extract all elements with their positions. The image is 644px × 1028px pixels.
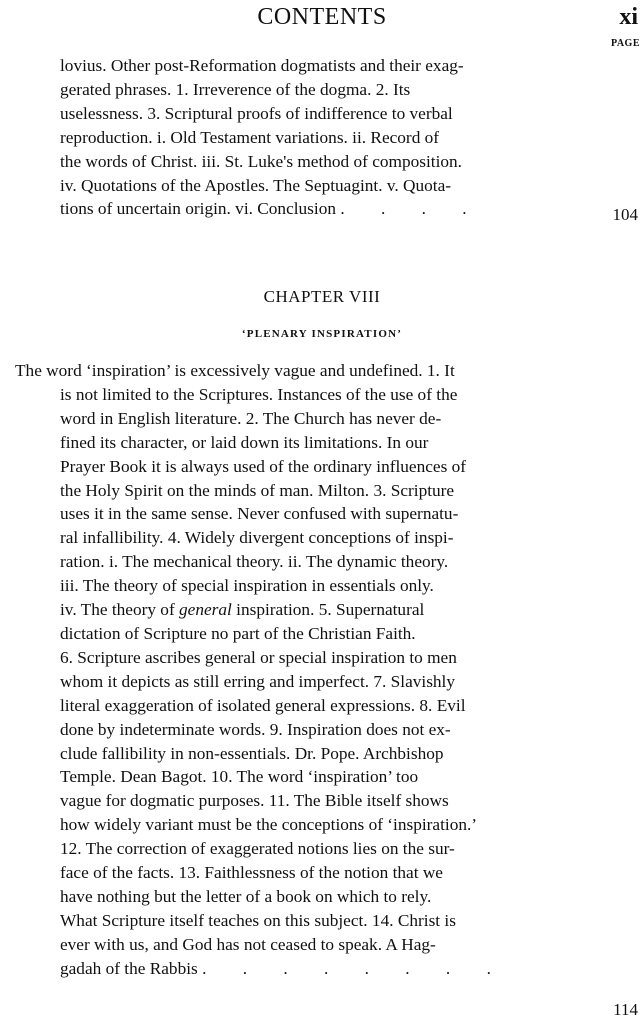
entry-line: uselessness. 3. Scriptural proofs of indifference to verbal [60,103,453,123]
entry-line: Prayer Book it is always used of the ordinary influences of [60,456,467,476]
entry-line: how widely variant must be the conceptions of ‘inspiration.’ [60,815,478,835]
contents-entry-chapter-8 [15,359,596,981]
entry-line: Temple. Dean Bagot. 10. The word ‘inspiration’ too [60,767,419,787]
entry-last-line-text: tions of uncertain origin. vi. Conclusion [60,199,336,219]
entry-page-reference: 114 [613,1000,638,1019]
italic-word: general [179,600,232,620]
contents-entry-chapter-7-continued [60,54,596,221]
entry-last-line [60,957,596,981]
entry-line: done by indeterminate words. 9. Inspiration does not ex- [60,719,451,739]
chapter-heading: CHAPTER VIII [263,287,381,306]
entry-line: uses it in the same sense. Never confused with supernatu- [60,504,459,524]
dot-leader: . . . . [340,199,483,219]
entry-line: ral infallibility. 4. Widely divergent conceptions of inspi- [60,528,454,548]
entry-last-line-text: gadah of the Rabbis [60,958,198,978]
entry-line: face of the facts. 13. Faithlessness of the notion that we [60,863,443,883]
entry-line: vague for dogmatic purposes. 11. The Bible itself shows [60,791,449,811]
entry-line: iii. The theory of special inspiration in essentials only. [60,576,434,596]
entry-line: have nothing but the letter of a book on which to rely. [60,886,432,906]
entry-line: iv. Quotations of the Apostles. The Septuagint. v. Quota- [60,175,452,195]
entry-line: dictation of Scripture no part of the Christian Faith. [60,623,416,643]
entry-line: fined its character, or laid down its limitations. In our [60,432,429,452]
page-column-label: PAGE [610,38,640,49]
entry-line: 12. The correction of exaggerated notions lies on the sur- [60,839,455,859]
entry-last-line [60,197,596,221]
entry-page-reference: 104 [612,205,638,224]
entry-line: ration. i. The mechanical theory. ii. The dynamic theory. [60,552,449,572]
entry-line: clude fallibility in non-essentials. Dr. Pope. Archbishop [60,743,444,763]
entry-line: the words of Christ. iii. St. Luke's method of composition. [60,151,462,171]
entry-line: 6. Scripture ascribes general or special inspiration to men [60,647,457,667]
dot-leader: . . . . . . . . [202,958,507,978]
entry-line-with-italic [60,598,596,622]
entry-line: gerated phrases. 1. Irreverence of the dogma. 2. Its [60,79,411,99]
running-header-title: CONTENTS [257,4,387,30]
page-number: xi [619,4,638,30]
entry-line: reproduction. i. Old Testament variations. ii. Record of [60,127,440,147]
entry-line-text: iv. The theory of [60,600,175,620]
entry-line-text: inspiration. 5. Supernatural [236,600,425,620]
entry-line: lovius. Other post-Reformation dogmatists and their exag- [60,56,464,75]
entry-line: ever with us, and God has not ceased to speak. A Hag- [60,934,436,954]
entry-line: is not limited to the Scriptures. Instances of the use of the [60,384,458,404]
entry-line: The word ‘inspiration’ is excessively vague and undefined. 1. It [15,361,455,380]
entry-line: the Holy Spirit on the minds of man. Milton. 3. Scripture [60,480,455,500]
entry-line: word in English literature. 2. The Church has never de- [60,408,442,428]
entry-line: What Scripture itself teaches on this subject. 14. Christ is [60,910,456,930]
chapter-subtitle: ‘PLENARY INSPIRATION’ [241,328,403,340]
entry-line: whom it depicts as still erring and imperfect. 7. Slavishly [60,671,455,691]
entry-line: literal exaggeration of isolated general expressions. 8. Evil [60,695,466,715]
